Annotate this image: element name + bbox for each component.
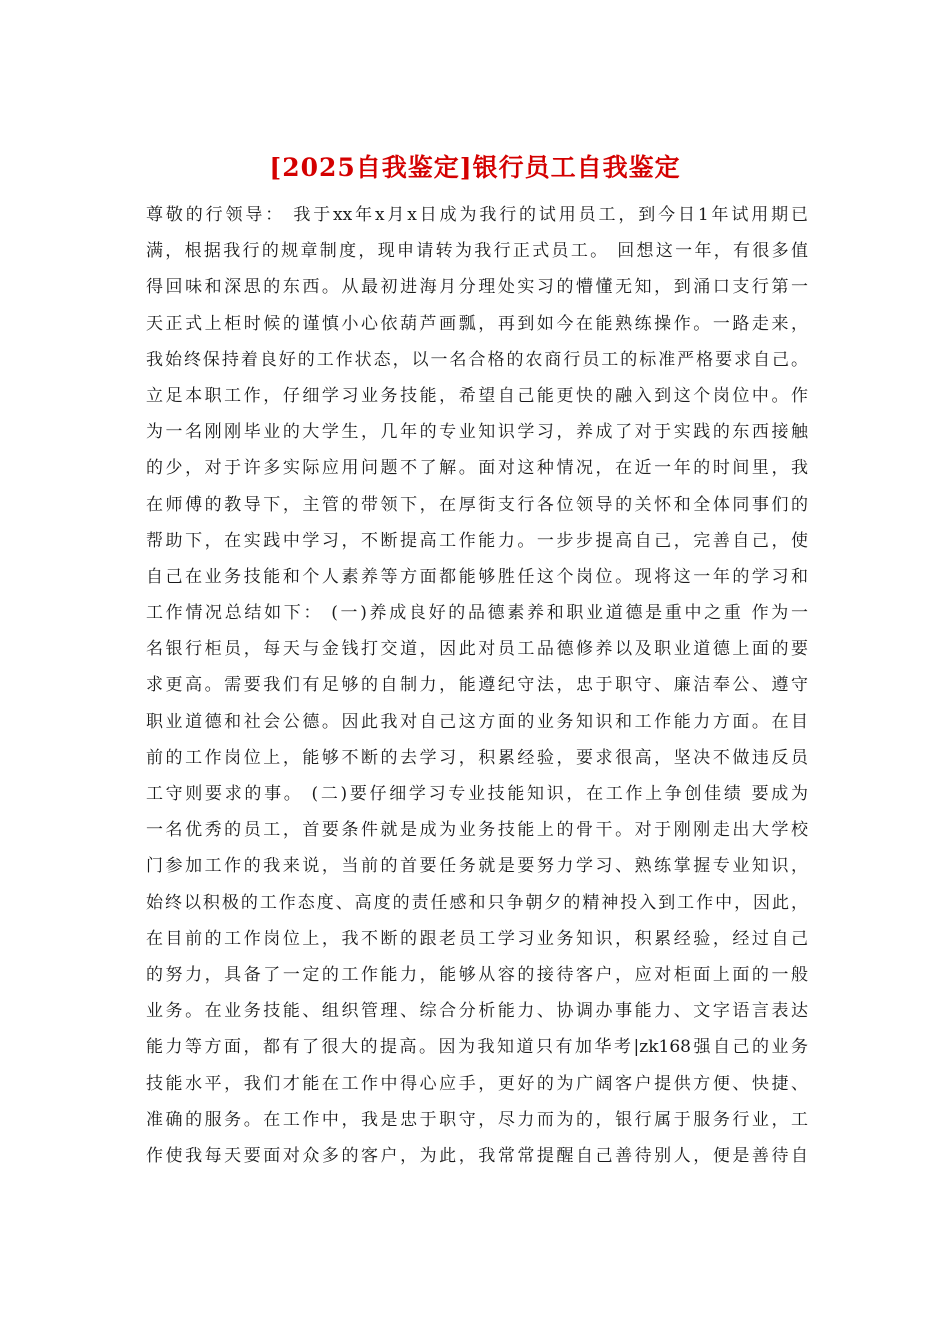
text-line: 天正式上柜时候的谨慎小心依葫芦画瓢，再到如今在能熟练操作。一路走来，	[146, 313, 808, 334]
text-line: 尊敬的行领导： 我于xx年x月x日成为我行的试用员工，到今日1年试用期已	[146, 205, 808, 225]
text-line: 在师傅的教导下，主管的带领下，在厚街支行各位领导的关怀和全体同事们的	[146, 494, 808, 515]
text-line: 业务。在业务技能、组织管理、综合分析能力、协调办事能力、文字语言表达	[146, 1001, 808, 1022]
text-line: 工守则要求的事。 (二)要仔细学习专业技能知识，在工作上争创佳绩 要成为	[146, 784, 808, 804]
text-line: 得回味和深思的东西。从最初进海月分理处实习的懵懂无知，到涌口支行第一	[146, 277, 808, 298]
text-line: 为一名刚刚毕业的大学生，几年的专业知识学习，养成了对于实践的东西接触	[146, 422, 808, 443]
text-line: 始终以积极的工作态度、高度的责任感和只争朝夕的精神投入到工作中，因此，	[146, 892, 808, 913]
text-line: 满，根据我行的规章制度，现申请转为我行正式员工。 回想这一年，有很多值	[146, 241, 808, 262]
text-line: 自己在业务技能和个人素养等方面都能够胜任这个岗位。现将这一年的学习和	[146, 566, 808, 587]
text-line: 的努力，具备了一定的工作能力，能够从容的接待客户，应对柜面上面的一般	[146, 964, 808, 985]
document-title: [2025自我鉴定]银行员工自我鉴定	[269, 153, 681, 182]
text-line: 的少，对于许多实际应用问题不了解。面对这种情况，在近一年的时间里，我	[146, 458, 808, 479]
text-line: 工作情况总结如下： (一)养成良好的品德素养和职业道德是重中之重 作为一	[146, 603, 808, 624]
text-line: 职业道德和社会公德。因此我对自己这方面的业务知识和工作能力方面。在目	[146, 711, 808, 732]
text-line: 技能水平，我们才能在工作中得心应手，更好的为广阔客户提供方便、快捷、	[146, 1073, 808, 1094]
text-line: 在目前的工作岗位上，我不断的跟老员工学习业务知识，积累经验，经过自己	[146, 928, 808, 949]
text-line: 立足本职工作，仔细学习业务技能，希望自己能更快的融入到这个岗位中。作	[146, 385, 808, 406]
text-line: 一名优秀的员工，首要条件就是成为业务技能上的骨干。对于刚刚走出大学校	[146, 820, 808, 841]
text-line: 作使我每天要面对众多的客户，为此，我常常提醒自己善待别人，便是善待自	[146, 1145, 808, 1166]
document-body	[146, 197, 808, 1174]
text-line: 我始终保持着良好的工作状态，以一名合格的农商行员工的标准严格要求自己。	[146, 349, 808, 370]
text-line: 能力等方面，都有了很大的提高。因为我知道只有加华考|zk168强自己的业务	[146, 1037, 808, 1058]
text-line: 前的工作岗位上，能够不断的去学习，积累经验，要求很高，坚决不做违反员	[146, 747, 808, 768]
text-line: 门参加工作的我来说，当前的首要任务就是要努力学习、熟练掌握专业知识，	[146, 856, 808, 877]
text-line: 求更高。需要我们有足够的自制力，能遵纪守法，忠于职守、廉洁奉公、遵守	[146, 675, 808, 696]
text-line: 帮助下，在实践中学习，不断提高工作能力。一步步提高自己，完善自己，使	[146, 530, 808, 551]
text-line: 名银行柜员，每天与金钱打交道，因此对员工品德修养以及职业道德上面的要	[146, 639, 808, 660]
text-line: 准确的服务。在工作中，我是忠于职守，尽力而为的，银行属于服务行业，工	[146, 1109, 808, 1130]
